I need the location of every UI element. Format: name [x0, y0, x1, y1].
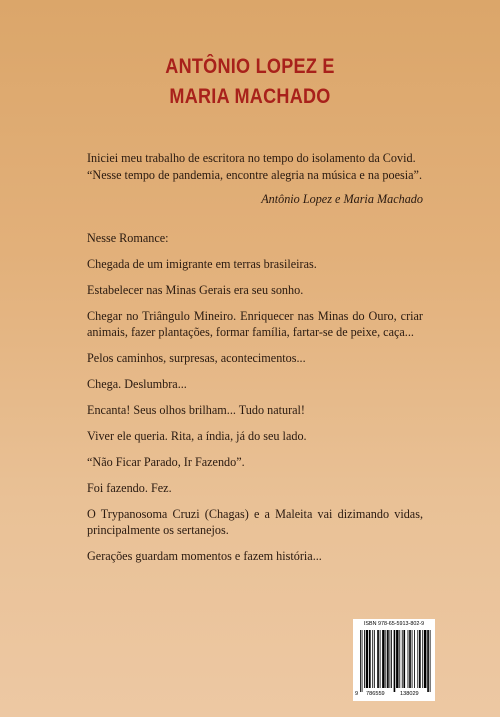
paragraph-3: Estabelecer nas Minas Gerais era seu sonho. [87, 283, 304, 297]
book-title [35, 52, 465, 112]
paragraph-4: Chegar no Triângulo Mineiro. Enriquecer nas Minas do Ouro, criar animais, fazer plantações, formar família, fartar-se de peixe, caça... [87, 309, 423, 339]
paragraph-9: “Não Ficar Parado, Ir Fazendo”. [87, 455, 245, 469]
intro-block [87, 150, 423, 208]
synopsis-block [87, 230, 423, 564]
paragraph-7: Encanta! Seus olhos brilham... Tudo natural! [87, 403, 305, 417]
paragraph-10: Foi fazendo. Fez. [87, 481, 172, 495]
paragraph-1: Nesse Romance: [87, 231, 169, 245]
paragraph-5: Pelos caminhos, surpresas, acontecimentos... [87, 351, 306, 365]
barcode-bars [360, 630, 432, 692]
intro-line-1: Iniciei meu trabalho de escritora no tempo do isolamento da Covid. [87, 151, 416, 165]
title-line-1: ANTÔNIO LOPEZ E [165, 55, 335, 78]
paragraph-6: Chega. Deslumbra... [87, 377, 187, 391]
paragraph-8: Viver ele queria. Rita, a índia, já do seu lado. [87, 429, 307, 443]
isbn-label: ISBN 978-65-5913-802-9 [363, 621, 425, 627]
paragraph-11: O Trypanosoma Cruzi (Chagas) e a Maleita vai dizimando vidas, principalmente os sertanejos. [87, 507, 423, 537]
barcode-digits-left: 786559 [366, 691, 385, 697]
paragraph-2: Chegada de um imigrante em terras brasileiras. [87, 257, 317, 271]
authors-signature: Antônio Lopez e Maria Machado [261, 192, 423, 206]
back-cover-text [87, 150, 423, 574]
barcode-digits-right: 138029 [400, 691, 419, 697]
intro-line-2: “Nesse tempo de pandemia, encontre alegria na música e na poesia”. [87, 168, 423, 182]
paragraph-12: Gerações guardam momentos e fazem história... [87, 549, 322, 563]
isbn-barcode [353, 619, 435, 701]
title-line-2: MARIA MACHADO [169, 85, 331, 108]
barcode-digit-first: 9 [355, 691, 359, 697]
